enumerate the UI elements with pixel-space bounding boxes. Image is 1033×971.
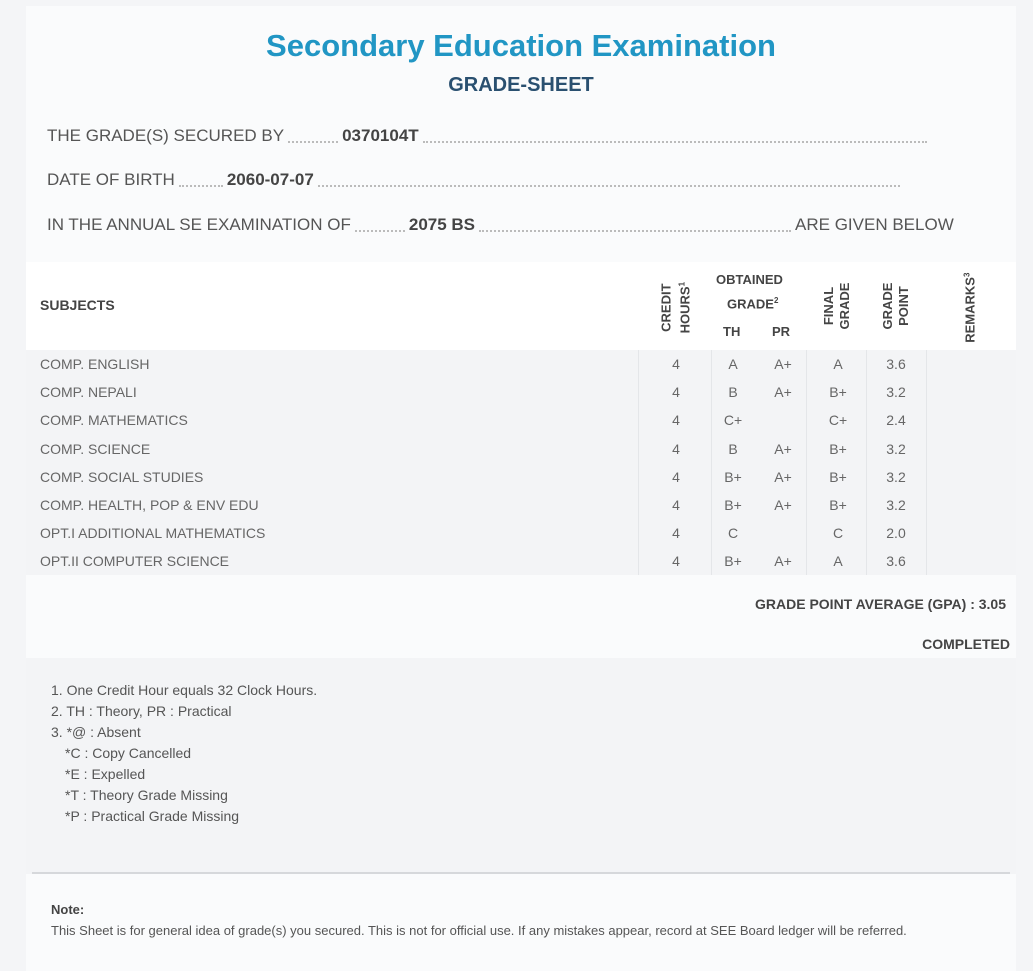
exam-label: IN THE ANNUAL SE EXAMINATION OF: [47, 215, 351, 234]
secured-by-label: THE GRADE(S) SECURED BY: [47, 126, 285, 145]
final-grade-cell: B+: [829, 497, 847, 513]
final-grade-cell: C: [832, 525, 844, 542]
page-subtitle: GRADE-SHEET: [448, 74, 594, 96]
credit-header-line1: CREDIT: [658, 283, 674, 332]
dob-label: DATE OF BIRTH: [47, 170, 175, 189]
table-row: [26, 379, 1016, 407]
credit-hours-cell: 4: [672, 497, 680, 513]
final-grade-cell: B+: [829, 440, 847, 457]
legend-item: 3. *@ : Absent: [51, 724, 141, 740]
subject-cell: COMP. ENGLISH: [40, 356, 150, 372]
table-row: [26, 492, 1016, 520]
practical-grade-cell: A+: [774, 440, 792, 457]
theory-grade-cell: B+: [724, 553, 742, 570]
footnote-legend: [26, 658, 1016, 874]
result-status: COMPLETED: [922, 636, 1010, 652]
legend-item: 2. TH : Theory, PR : Practical: [51, 703, 232, 719]
theory-grade-cell: C+: [723, 412, 743, 429]
theory-grade-cell: B: [728, 440, 738, 457]
divider: [32, 872, 1010, 874]
page-title: Secondary Education Examination: [266, 28, 776, 63]
grade-point-cell: 3.6: [886, 356, 906, 372]
final-header-line1: FINAL: [821, 286, 836, 326]
exam-year: 2075 BS: [408, 215, 476, 234]
final-header-line2: GRADE: [837, 282, 852, 330]
th-header: TH: [723, 324, 741, 339]
table-row: [26, 520, 1016, 548]
dotted-leader: [318, 184, 900, 187]
dob-line: [47, 170, 904, 190]
gpa-summary: GRADE POINT AVERAGE (GPA) : 3.05: [755, 596, 1006, 612]
theory-grade-cell: B+: [724, 497, 742, 513]
table-row: [26, 407, 1016, 435]
grade-sheet: [26, 6, 1016, 971]
subjects-header: SUBJECTS: [40, 297, 115, 313]
dotted-leader: [355, 229, 405, 232]
grade-point-cell: 3.2: [886, 468, 906, 485]
practical-grade-cell: A+: [774, 497, 792, 513]
dob-value: 2060-07-07: [226, 170, 314, 189]
final-grade-cell: A: [833, 356, 843, 372]
remarks-header: [959, 265, 978, 351]
table-row: [26, 548, 1016, 576]
grade-point-cell: 3.2: [886, 497, 906, 513]
grade-point-cell: 2.0: [886, 525, 906, 542]
final-grade-header: [821, 268, 853, 344]
table-row: [26, 351, 1016, 379]
grade-point-cell: 3.6: [886, 553, 906, 570]
dotted-leader: [288, 140, 338, 143]
subject-cell: COMP. MATHEMATICS: [40, 412, 188, 429]
dotted-leader: [179, 184, 223, 187]
legend-item: 1. One Credit Hour equals 32 Clock Hours.: [51, 682, 318, 698]
grade-point-cell: 3.2: [886, 384, 906, 401]
grade-point-header: [880, 268, 912, 344]
point-header-line1: GRADE: [880, 282, 895, 330]
dotted-leader: [423, 140, 927, 143]
legend-item: *T : Theory Grade Missing: [65, 787, 228, 803]
subject-cell: COMP. NEPALI: [40, 384, 137, 401]
obtained-header-text: GRADE: [727, 296, 774, 312]
grade-point-cell: 3.2: [886, 440, 906, 457]
theory-grade-cell: A: [728, 356, 738, 372]
theory-grade-cell: C: [727, 525, 739, 542]
subject-cell: COMP. HEALTH, POP & ENV EDU: [40, 497, 259, 513]
symbol-number: 0370104T: [342, 126, 419, 145]
dotted-leader: [479, 229, 791, 232]
final-grade-cell: A: [833, 553, 843, 570]
obtained-grade-header-line2: [727, 296, 778, 311]
table-header: [26, 262, 1016, 350]
credit-hours-cell: 4: [672, 412, 680, 429]
credit-hours-cell: 4: [672, 468, 680, 485]
practical-grade-cell: A+: [774, 468, 792, 485]
table-body: [26, 350, 1016, 575]
exam-suffix: ARE GIVEN BELOW: [795, 215, 954, 234]
subject-cell: OPT.I ADDITIONAL MATHEMATICS: [40, 525, 266, 542]
subject-cell: COMP. SOCIAL STUDIES: [40, 468, 204, 485]
credit-hours-cell: 4: [672, 525, 680, 542]
grade-point-cell: 2.4: [886, 412, 906, 429]
practical-grade-cell: A+: [774, 384, 792, 401]
credit-header-line2: HOURS: [677, 286, 693, 334]
theory-grade-cell: B+: [724, 468, 742, 485]
credit-header-sup: 1: [677, 281, 687, 287]
exam-line: [47, 215, 954, 235]
final-grade-cell: B+: [829, 384, 847, 401]
theory-grade-cell: B: [728, 384, 738, 401]
credit-hours-header: [658, 270, 693, 346]
secured-by-line: [47, 126, 931, 146]
obtained-grade-header: OBTAINED: [716, 272, 783, 287]
note-label: Note:: [51, 902, 85, 917]
final-grade-cell: C+: [828, 412, 848, 429]
final-grade-cell: B+: [829, 468, 847, 485]
legend-item: *E : Expelled: [65, 766, 146, 782]
note-text: This Sheet is for general idea of grade(s) you secured. This is not for official use. If any mistakes appear, record at SEE Board ledger will be referred.: [51, 923, 907, 938]
legend-item: *P : Practical Grade Missing: [65, 808, 240, 824]
practical-grade-cell: A+: [774, 553, 792, 570]
credit-hours-cell: 4: [672, 440, 680, 457]
pr-header: PR: [772, 324, 791, 339]
point-header-line2: POINT: [896, 286, 911, 326]
practical-grade-cell: A+: [774, 356, 792, 372]
remarks-header-text: REMARKS: [962, 277, 978, 343]
obtained-header-sup: 2: [773, 296, 779, 305]
subject-cell: OPT.II COMPUTER SCIENCE: [40, 553, 230, 570]
credit-hours-cell: 4: [672, 356, 680, 372]
table-row: [26, 436, 1016, 464]
table-row: [26, 464, 1016, 492]
legend-item: *C : Copy Cancelled: [65, 745, 192, 761]
subject-cell: COMP. SCIENCE: [40, 440, 151, 457]
credit-hours-cell: 4: [672, 553, 680, 570]
remarks-header-sup: 3: [962, 272, 972, 278]
credit-hours-cell: 4: [672, 384, 680, 401]
